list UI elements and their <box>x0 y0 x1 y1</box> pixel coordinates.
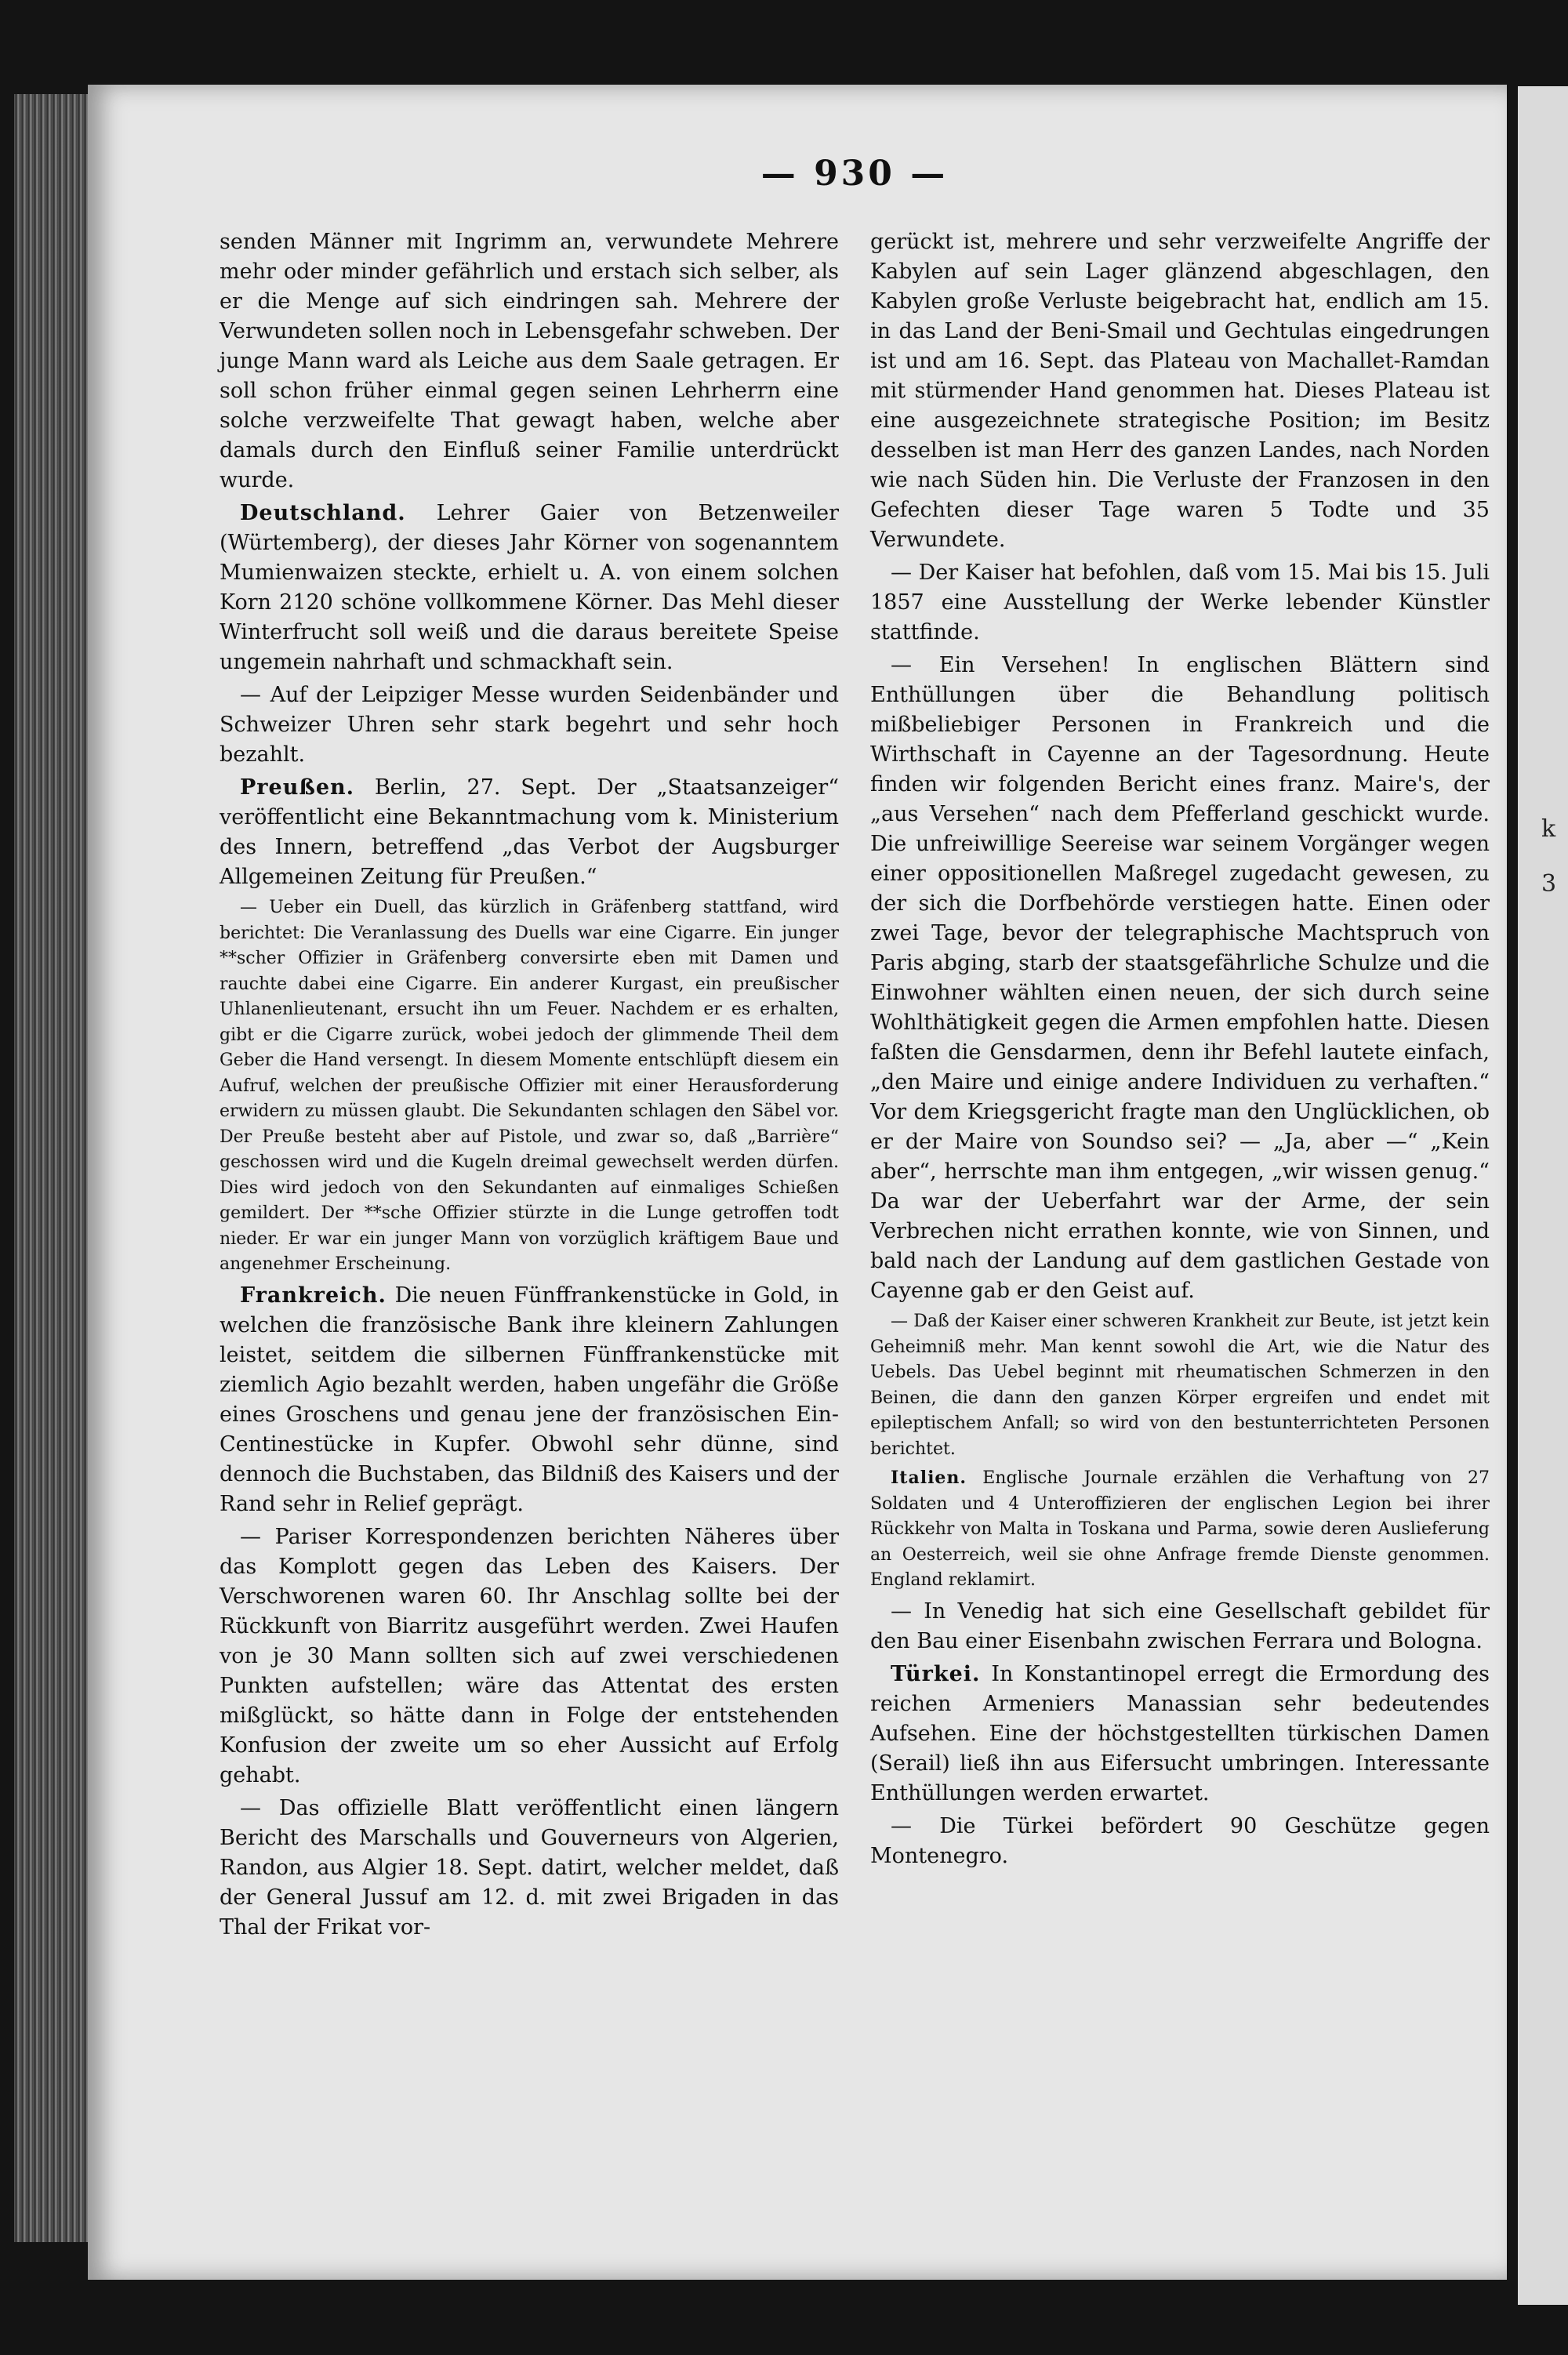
article-paragraph <box>870 1660 1490 1809</box>
facing-page-fragment: 3 <box>1541 870 1557 898</box>
facing-page-fragment: k <box>1541 815 1556 843</box>
paragraph-text: — Die Türkei befördert 90 Geschütze gegen Montenegro. <box>870 1813 1490 1868</box>
paragraph-text: — Auf der Leipziger Messe wurden Seidenbänder und Schweizer Uhren sehr stark begehrt und sehr hoch bezahlt. <box>220 683 839 767</box>
article-paragraph <box>220 1794 839 1943</box>
paragraph-text: Lehrer Gaier von Betzenweiler (Würtemberg), der dieses Jahr Körner von sogenanntem Mumienwaizen steckte, erhielt u. A. von einem solchen Korn 2120 schöne vollkommene Körner. Das Mehl dieser Winterfrucht soll weiß und die daraus bereitete Speise ungemein nahrhaft und schmackhaft sein. <box>220 501 839 674</box>
article-paragraph <box>220 499 839 677</box>
paragraph-text: — Ueber ein Duell, das kürzlich in Gräfenberg stattfand, wird berichtet: Die Veranlassung des Duells war eine Cigarre. Ein junger **scher Offizier in Gräfenberg conversirte eben mit Damen und rauchte dabei eine Cigarre. Ein anderer Kurgast, ein preußischer Uhlanenlieutenant, ersucht ihn um Feuer. Nachdem er es erhalten, gibt er die Cigarre zurück, wobei jedoch der glimmende Theil dem Geber die Hand versengt. In diesem Momente entschlüpft diesem ein Aufruf, welchen der preußische Offizier mit einer Herausforderung erwidern zu müssen glaubt. Die Sekundanten schlagen den Säbel vor. Der Preuße besteht aber auf Pistole, und zwar so, daß „Barrière“ geschossen wird und die Kugeln dreimal gewechselt werden dürfen. Dies wird jedoch von den Sekundanten auf einmaliges Schießen gemildert. Der **sche Offizier stürzte in die Lunge getroffen todt nieder. Er war ein junger Mann von vorzüglich kräftigem Baue und angenehmer Erscheinung. <box>220 898 839 1274</box>
article-paragraph <box>220 1281 839 1519</box>
article-paragraph <box>870 651 1490 1306</box>
paragraph-text: senden Männer mit Ingrimm an, verwundete Mehrere mehr oder minder gefährlich und erstach sich selber, als er die Menge auf sich eindringen sah. Mehrere der Verwundeten sollen noch in Lebensgefahr schweben. Der junge Mann ward als Leiche aus dem Saale getragen. Er soll schon früher einmal gegen seinen Lehrherrn eine solche verzweifelte That gewagt haben, welche aber damals durch den Einfluß seiner Familie unterdrückt wurde. <box>220 230 839 492</box>
page-number: — 930 — <box>760 154 949 194</box>
article-paragraph <box>220 773 839 892</box>
article-paragraph <box>870 1309 1490 1462</box>
paragraph-text: In Konstantinopel erregt die Ermordung des reichen Armeniers Manassian sehr bedeutendes Aufsehen. Eine der höchstgestellten türkischen Damen (Serail) ließ ihn aus Eifersucht umbringen. Interessante Enthüllungen werden erwartet. <box>870 1661 1490 1805</box>
left-column <box>220 227 839 1946</box>
paragraph-text: — In Venedig hat sich eine Gesellschaft gebildet für den Bau einer Eisenbahn zwischen Ferrara und Bologna. <box>870 1598 1490 1653</box>
article-paragraph <box>870 1812 1490 1871</box>
right-column <box>870 227 1490 1874</box>
paragraph-text: Die neuen Fünffrankenstücke in Gold, in welchen die französische Bank ihre kleinern Zahlungen leistet, seitdem die silbernen Fünffrankenstücke mit ziemlich Agio bezahlt werden, haben ungefähr die Größe eines Groschens und genau jene der französischen Ein-Centinestücke in Kupfer. Obwohl sehr dünne, sind dennoch die Buchstaben, das Bildniß des Kaisers und der Rand sehr in Relief geprägt. <box>220 1283 839 1516</box>
paragraph-text: — Ein Versehen! In englischen Blättern sind Enthüllungen über die Behandlung politisch mißbeliebiger Personen in Frankreich und die Wirthschaft in Cayenne an der Tagesordnung. Heute finden wir folgenden Bericht eines franz. Maire's, der „aus Versehen“ nach dem Pfefferland geschickt wurde. Die unfreiwillige Seereise war seinem Vorgänger wegen einer oppositionellen Maßregel zugedacht gewesen, zu der sich die Dorfbehörde verstiegen hatte. Einen oder zwei Tage, bevor der telegraphische Machtspruch von Paris abging, starb der staatsgefährliche Schulze und die Einwohner wählten einen neuen, der sich durch seine Wohlthätigkeit gegen die Armen empfohlen hatte. Diesen faßten die Gensdarmen, denn ihr Befehl lautete einfach, „den Maire und einige andere Individuen zu verhaften.“ Vor dem Kriegsgericht fragte man den Unglücklichen, ob er der Maire von Soundso sei? — „Ja, aber —“ „Kein aber“, herrschte man ihm entgegen, „wir wissen genug.“ Da war der Ueberfahrt war der Arme, der sein Verbrechen nicht errathen konnte, wie von Sinnen, und bald nach der Landung auf dem gastlichen Gestade von Cayenne gab er den Geist auf. <box>870 653 1490 1303</box>
article-paragraph <box>220 895 839 1278</box>
paragraph-text: — Daß der Kaiser einer schweren Krankheit zur Beute, ist jetzt kein Geheimniß mehr. Man kennt sowohl die Art, wie die Natur des Uebels. Das Uebel beginnt mit rheumatischen Schmerzen in den Beinen, die dann den ganzen Körper ergreifen und endet mit epileptischem Anfall; so wird von den bestunterrichteten Personen berichtet. <box>870 1312 1490 1459</box>
article-paragraph <box>870 1465 1490 1594</box>
paragraph-text: gerückt ist, mehrere und sehr verzweifelte Angriffe der Kabylen auf sein Lager glänzend abgeschlagen, den Kabylen große Verluste beigebracht hat, endlich am 15. in das Land der Beni-Smail und Gechtulas eingedrungen ist und am 16. Sept. das Plateau von Machallet-Ramdan mit stürmender Hand genommen hat. Dieses Plateau ist eine ausgezeichnete strategische Position; im Besitz desselben ist man Herr des ganzen Landes, nach Norden wie nach Süden hin. Die Verluste der Franzosen in den Gefechten dieser Tage waren 5 Todte und 35 Verwundete. <box>870 230 1490 552</box>
article-paragraph <box>870 1597 1490 1656</box>
facing-page-edge <box>1518 86 1568 2305</box>
section-heading: Preußen. <box>240 775 355 800</box>
article-paragraph <box>870 558 1490 648</box>
book-page-edges <box>14 94 89 2242</box>
article-paragraph <box>220 227 839 495</box>
article-paragraph <box>870 227 1490 555</box>
paragraph-text: Englische Journale erzählen die Verhaftung von 27 Soldaten und 4 Unteroffizieren der englischen Legion bei ihrer Rückkehr von Malta in Toskana und Parma, sowie deren Auslieferung an Oesterreich, weil sie ohne Anfrage fremde Dienste genommen. England reklamirt. <box>870 1468 1490 1590</box>
paragraph-text: — Das offizielle Blatt veröffentlicht einen längern Bericht des Marschalls und Gouverneurs von Algerien, Randon, aus Algier 18. Sept. datirt, welcher meldet, daß der General Jussuf am 12. d. mit zwei Brigaden in das Thal der Frikat vor- <box>220 1795 839 1940</box>
paragraph-text: Berlin, 27. Sept. Der „Staatsanzeiger“ veröffentlicht eine Bekanntmachung vom k. Ministerium des Innern, betreffend „das Verbot der Augsburger Allgemeinen Zeitung für Preußen.“ <box>220 775 839 889</box>
section-heading: Frankreich. <box>240 1283 387 1308</box>
paragraph-text: — Der Kaiser hat befohlen, daß vom 15. Mai bis 15. Juli 1857 eine Ausstellung der Werke lebender Künstler stattfinde. <box>870 561 1490 644</box>
paragraph-text: — Pariser Korrespondenzen berichten Näheres über das Komplott gegen das Leben des Kaisers. Der Verschworenen waren 60. Ihr Anschlag sollte bei der Rückkunft von Biarritz ausgeführt werden. Zwei Haufen von je 30 Mann sollten sich auf zwei verschiedenen Punkten aufstellen; wäre das Attentat des ersten mißglückt, so hätte dann in Folge der entstehenden Konfusion der zweite um so eher Aussicht auf Erfolg gehabt. <box>220 1524 839 1787</box>
article-paragraph <box>220 680 839 770</box>
section-heading: Deutschland. <box>240 501 406 525</box>
section-heading: Italien. <box>891 1468 967 1488</box>
article-paragraph <box>220 1522 839 1791</box>
section-heading: Türkei. <box>891 1661 981 1686</box>
